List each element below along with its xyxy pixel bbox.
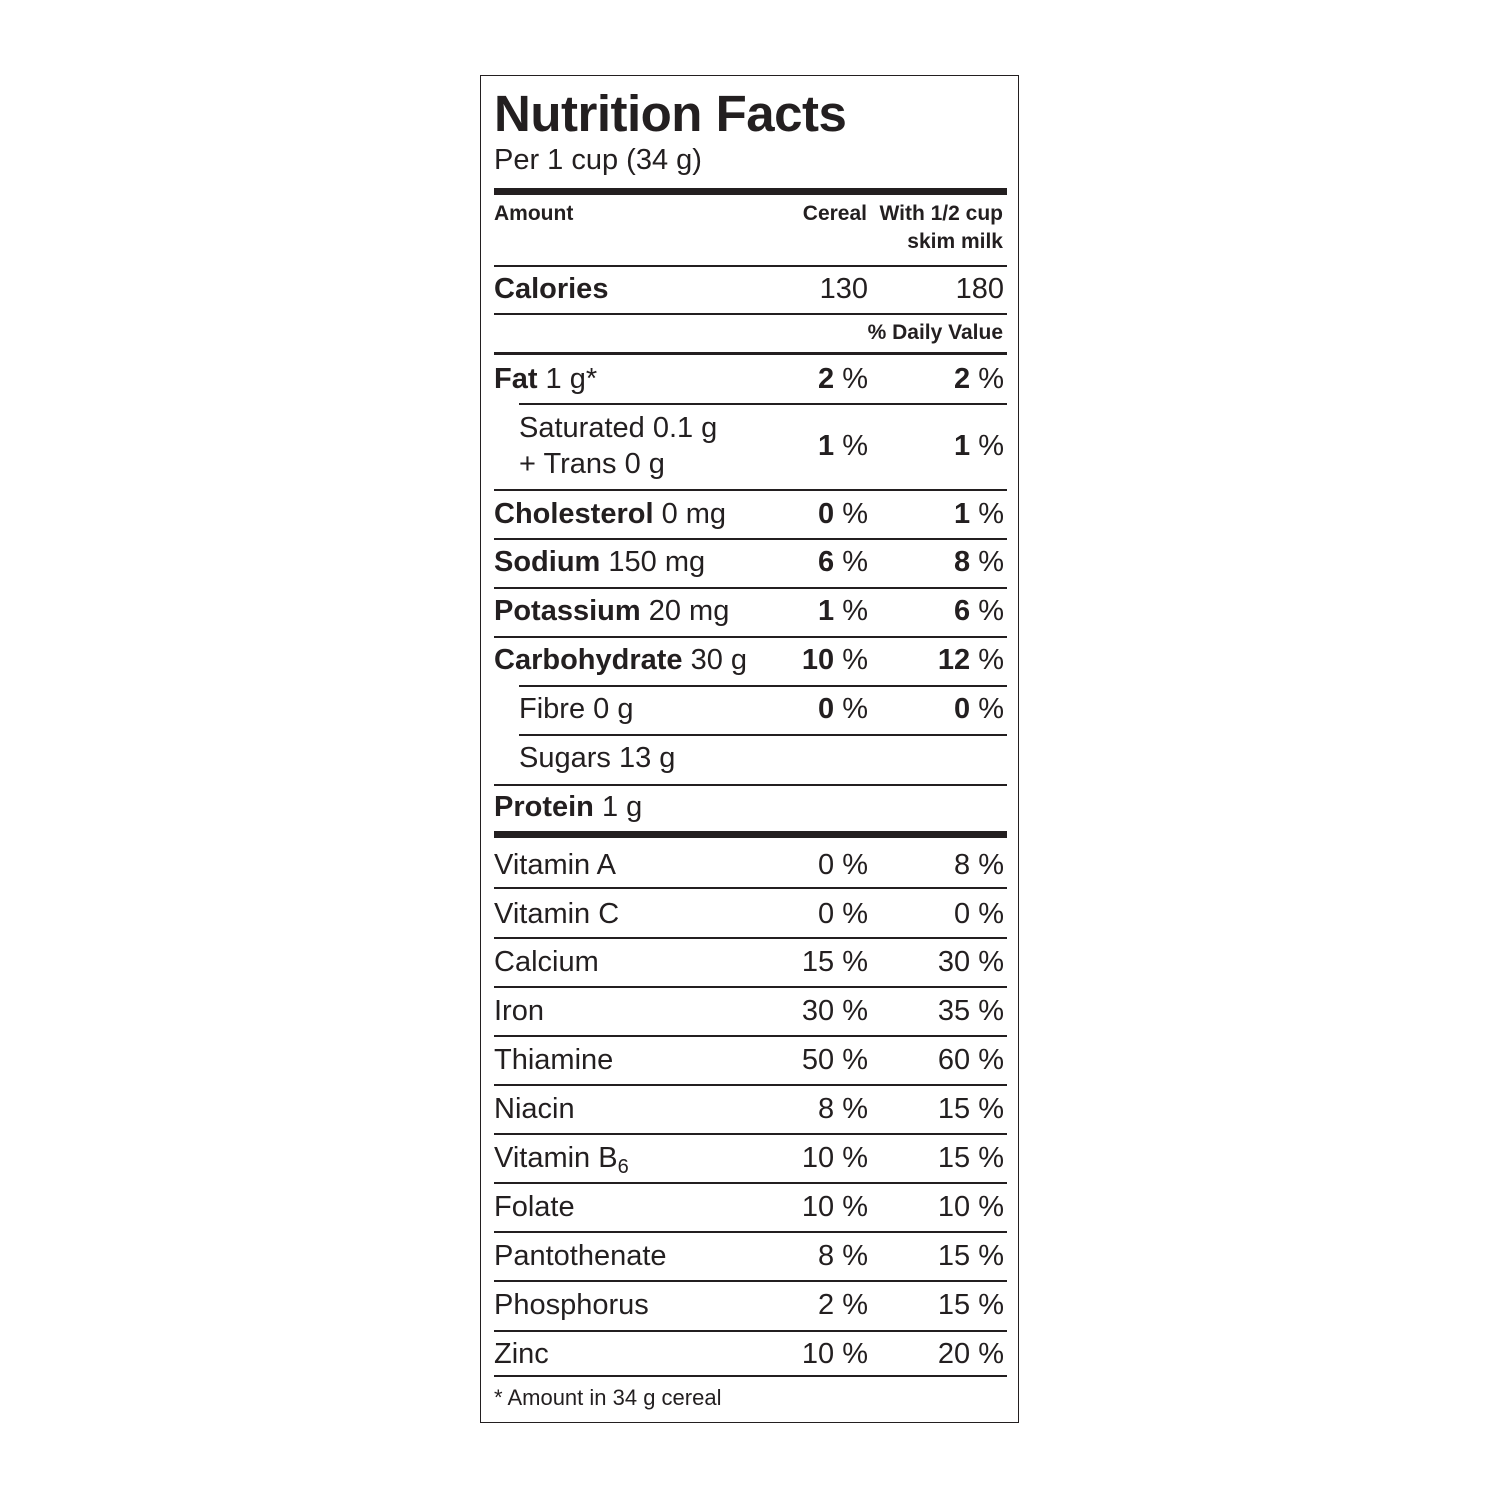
zinc-label: Zinc [494,1338,549,1370]
vitamin-b6-cereal: 10 % [801,1142,868,1174]
thiamine-cereal: 50 % [801,1044,868,1076]
iron-label: Iron [494,995,544,1027]
divider [494,1084,1007,1086]
divider [494,636,1007,638]
divider [494,986,1007,988]
potassium-cereal-dv: 1 [818,595,835,627]
sugars-label: Sugars 13 g [519,742,676,774]
divider [494,937,1007,939]
phosphorus-milk: 15 % [937,1289,1004,1321]
cholesterol-milk-dv: 1 [954,498,971,530]
divider [494,313,1007,315]
potassium-label: Potassium [494,595,641,627]
sodium-cereal-dv: 6 [818,546,835,578]
calories-cereal: 130 [819,273,868,305]
fibre-label: Fibre 0 g [519,693,634,725]
thick-divider [494,188,1007,195]
cereal-column-header: Cereal [802,202,867,225]
vitamin-c-milk: 0 % [954,898,1004,930]
saturated-cereal-dv: 1 [818,430,835,462]
carbohydrate-label: Carbohydrate [494,644,683,676]
sodium-label: Sodium [494,546,601,578]
milk-column-header [880,200,1004,256]
thiamine-label: Thiamine [494,1044,614,1076]
calories-milk: 180 [955,273,1004,305]
calcium-cereal: 15 % [801,946,868,978]
milk-header-line1: With 1/2 cup [879,202,1003,225]
divider [494,538,1007,540]
vitamin-a-cereal: 0 % [818,849,868,881]
divider [494,1231,1007,1233]
vitamin-a-label: Vitamin A [494,849,616,881]
fat-amount: 1 g* [537,363,598,395]
serving-size: Per 1 cup (34 g) [494,144,702,176]
iron-cereal: 30 % [801,995,868,1027]
vitamin-c-cereal: 0 % [818,898,868,930]
amount-header: Amount [494,202,574,225]
divider [494,1280,1007,1282]
saturated-milk-dv: 1 [954,430,971,462]
vitamin-c-label: Vitamin C [494,898,620,930]
divider [494,265,1007,267]
niacin-label: Niacin [494,1093,575,1125]
divider [494,784,1007,786]
protein-label: Protein [494,791,594,823]
divider [494,1375,1007,1377]
phosphorus-cereal: 2 % [818,1289,868,1321]
calcium-label: Calcium [494,946,599,978]
fibre-milk-dv: 0 [954,693,971,725]
sodium-milk-dv: 8 [954,546,971,578]
milk-header-line2: skim milk [907,230,1003,253]
zinc-milk: 20 % [937,1338,1004,1370]
vitamin-a-milk: 8 % [954,849,1004,881]
carbohydrate-cereal-dv: 10 [801,644,835,676]
calcium-milk: 30 % [937,946,1004,978]
pantothenate-cereal: 8 % [818,1240,868,1272]
nutrition-facts-label: Nutrition Facts Per 1 cup (34 g) Amount Cereal With 1/2 cup skim milk Calories 130 180 % Daily Value Fat 1 g* 2 % 2 % Saturated 0.1 g + Trans 0 g 1 % 1 % Cholesterol 0 mg 0 % 1 % Sodium 150 mg 6 % 8 % Potassium 20 mg 1 % 6 % Carbohydrate 30 g 10 % 12 % Fibre 0 g 0 % 0 % Sugars 13 g Protein 1 g Vitamin A 0 % 8 % Vitamin C 0 % 0 % Calcium 15 % 30 % Iron 30 % 35 % Thiamine 50 % 60 % Niacin 8 % 15 % Vitamin $B_6$ 10 % 15 % Folate 10 % 10 % Pantothenate 8 % 15 % Phosphorus 2 % 15 % Zinc 10 % 20 % * Amount in 34 g cereal [480,75,1019,1423]
potassium-milk-dv: 6 [954,595,971,627]
calories-label: Calories [494,273,609,305]
saturated-row: Saturated 0.1 g + Trans 0 g 1 % 1 % [519,412,1004,480]
vitamin-b6-label: Vitamin $B_6$ [494,1142,629,1178]
thick-divider [494,831,1007,838]
vitamin-b6-milk: 15 % [937,1142,1004,1174]
zinc-cereal: 10 % [801,1338,868,1370]
fibre-cereal-dv: 0 [818,693,835,725]
divider [519,685,1007,687]
folate-milk: 10 % [937,1191,1004,1223]
folate-label: Folate [494,1191,575,1223]
saturated-label: Saturated 0.1 g + Trans 0 g [519,412,718,480]
pantothenate-milk: 15 % [937,1240,1004,1272]
divider [494,1330,1007,1332]
divider [494,1035,1007,1037]
fat-milk-dv: 2 [954,363,971,395]
fat-label: Fat [494,363,538,395]
pantothenate-label: Pantothenate [494,1240,667,1272]
iron-milk: 35 % [937,995,1004,1027]
cholesterol-cereal-dv: 0 [818,498,835,530]
divider [519,734,1007,736]
phosphorus-label: Phosphorus [494,1289,649,1321]
divider [494,1133,1007,1135]
folate-cereal: 10 % [801,1191,868,1223]
niacin-milk: 15 % [937,1093,1004,1125]
divider [494,587,1007,589]
divider [494,352,1007,355]
divider [494,887,1007,889]
cholesterol-label: Cholesterol [494,498,654,530]
thiamine-milk: 60 % [937,1044,1004,1076]
footnote: * Amount in 34 g cereal [494,1385,722,1410]
daily-value-header: % Daily Value [867,321,1003,344]
divider [494,1182,1007,1184]
label-title: Nutrition Facts [494,85,847,142]
niacin-cereal: 8 % [818,1093,868,1125]
divider [519,403,1007,405]
carbohydrate-milk-dv: 12 [937,644,971,676]
divider [494,489,1007,491]
fat-cereal-dv: 2 [818,363,835,395]
